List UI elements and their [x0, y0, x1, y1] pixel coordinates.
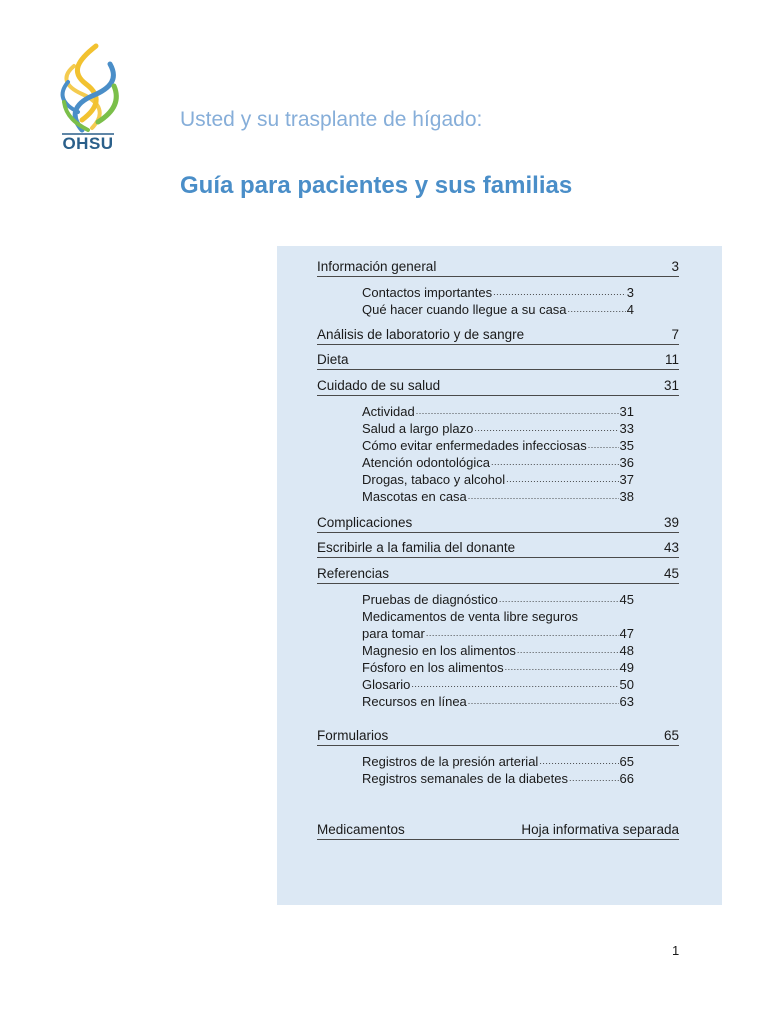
- document-subtitle: Usted y su trasplante de hígado:: [180, 108, 483, 131]
- toc-item[interactable]: [362, 403, 634, 420]
- toc-item-label: para tomar: [362, 626, 425, 641]
- toc-item-label: Registros de la presión arterial: [362, 754, 539, 769]
- toc-item-label: Medicamentos de venta libre seguros: [362, 609, 579, 624]
- toc-section-label: Análisis de laboratorio y de sangre: [317, 327, 525, 342]
- toc-item-label: Pruebas de diagnóstico: [362, 592, 498, 607]
- toc-item-page: 3: [626, 285, 634, 300]
- toc-item-label: Salud a largo plazo: [362, 421, 474, 436]
- page-number: 1: [672, 943, 680, 958]
- toc-section-page: 11: [664, 352, 679, 367]
- toc-item-page: 49: [619, 660, 634, 675]
- toc-item[interactable]: [362, 284, 634, 301]
- toc-item-label: Magnesio en los alimentos: [362, 643, 516, 658]
- toc-section-label: Referencias: [317, 566, 390, 581]
- toc-leader: [411, 676, 618, 693]
- toc-section-page: 65: [663, 728, 679, 743]
- toc-item-page: 65: [619, 754, 634, 769]
- toc-item-page: 47: [619, 626, 634, 641]
- toc-item-label: Atención odontológica: [362, 455, 490, 470]
- toc-section-page: 43: [663, 540, 679, 555]
- toc-item-label: Fósforo en los alimentos: [362, 660, 504, 675]
- toc-item-label: Drogas, tabaco y alcohol: [362, 472, 506, 487]
- toc-leader: [416, 403, 619, 420]
- toc-leader: [568, 301, 626, 318]
- toc-item-label: Qué hacer cuando llegue a su casa: [362, 302, 567, 317]
- toc-item[interactable]: [362, 642, 634, 659]
- toc-item-page: 63: [619, 694, 634, 709]
- toc-item-page: 38: [619, 489, 634, 504]
- toc-leader: [588, 437, 619, 454]
- toc-item-label: Cómo evitar enfermedades infecciosas: [362, 438, 587, 453]
- toc-item[interactable]: [362, 753, 634, 770]
- toc-item-page: 33: [619, 421, 634, 436]
- toc-item[interactable]: [362, 301, 634, 318]
- toc-section[interactable]: [317, 258, 679, 277]
- toc-section[interactable]: [317, 326, 679, 345]
- toc-item-page: 31: [619, 404, 634, 419]
- toc-item-label: Mascotas en casa: [362, 489, 467, 504]
- toc-section[interactable]: [317, 377, 679, 396]
- toc-item-page: 37: [619, 472, 634, 487]
- toc-item-page: 66: [619, 771, 634, 786]
- toc-item[interactable]: [362, 770, 634, 787]
- toc-section-label: Medicamentos: [317, 822, 405, 837]
- toc-leader: [474, 420, 618, 437]
- toc-leader: [499, 591, 619, 608]
- toc-item[interactable]: [362, 659, 634, 676]
- toc-leader: [505, 659, 619, 676]
- toc-item-label: Glosario: [362, 677, 411, 692]
- toc-section[interactable]: [317, 727, 679, 746]
- toc-leader: [491, 454, 619, 471]
- ohsu-logo: [48, 42, 128, 160]
- toc-section-label: Dieta: [317, 352, 349, 367]
- toc-item[interactable]: [362, 591, 634, 608]
- toc-item-label: Recursos en línea: [362, 694, 467, 709]
- toc-section-page: 7: [671, 327, 679, 342]
- toc-item[interactable]: [362, 676, 634, 693]
- toc-leader: [468, 488, 619, 505]
- toc-section-label: Cuidado de su salud: [317, 378, 441, 393]
- toc-section-page: Hoja informativa separada: [521, 822, 679, 837]
- toc-item[interactable]: [362, 471, 634, 488]
- document-title: Guía para pacientes y sus familias: [180, 172, 573, 199]
- toc-section-label: Complicaciones: [317, 515, 413, 530]
- toc-item-page: 48: [619, 643, 634, 658]
- toc-section[interactable]: [317, 539, 679, 558]
- toc-item[interactable]: [362, 454, 634, 471]
- toc-section-label: Información general: [317, 259, 437, 274]
- toc-item[interactable]: [362, 437, 634, 454]
- toc-leader: [517, 642, 619, 659]
- toc-item[interactable]: [362, 693, 634, 710]
- toc-leader: [506, 471, 618, 488]
- toc-item-label: Contactos importantes: [362, 285, 493, 300]
- logo-text: OHSU: [62, 134, 114, 153]
- toc-leader: [539, 753, 618, 770]
- toc-item-page: 36: [619, 455, 634, 470]
- toc-item-page: 4: [626, 302, 634, 317]
- toc-section-label: Formularios: [317, 728, 389, 743]
- toc-item-label: Actividad: [362, 404, 415, 419]
- ohsu-logo-icon: [48, 42, 128, 137]
- toc-section-page: 31: [663, 378, 679, 393]
- toc-leader: [493, 284, 626, 301]
- toc-section-page: 39: [663, 515, 679, 530]
- toc-item-page: 50: [619, 677, 634, 692]
- toc-section[interactable]: [317, 821, 679, 840]
- toc-item[interactable]: [362, 488, 634, 505]
- toc-section[interactable]: [317, 565, 679, 584]
- toc-leader: [468, 693, 619, 710]
- toc-item[interactable]: [362, 608, 634, 625]
- toc-section-page: 45: [663, 566, 679, 581]
- toc-section-label: Escribirle a la familia del donante: [317, 540, 516, 555]
- toc-item-page: 35: [619, 438, 634, 453]
- toc-section[interactable]: [317, 514, 679, 533]
- toc-item-label: Registros semanales de la diabetes: [362, 771, 568, 786]
- toc-section[interactable]: [317, 351, 679, 370]
- toc-item[interactable]: [362, 420, 634, 437]
- toc-section-page: 3: [671, 259, 679, 274]
- toc-item-page: 45: [619, 592, 634, 607]
- toc-leader: [426, 625, 619, 642]
- toc-item[interactable]: [362, 625, 634, 642]
- toc-leader: [569, 770, 619, 787]
